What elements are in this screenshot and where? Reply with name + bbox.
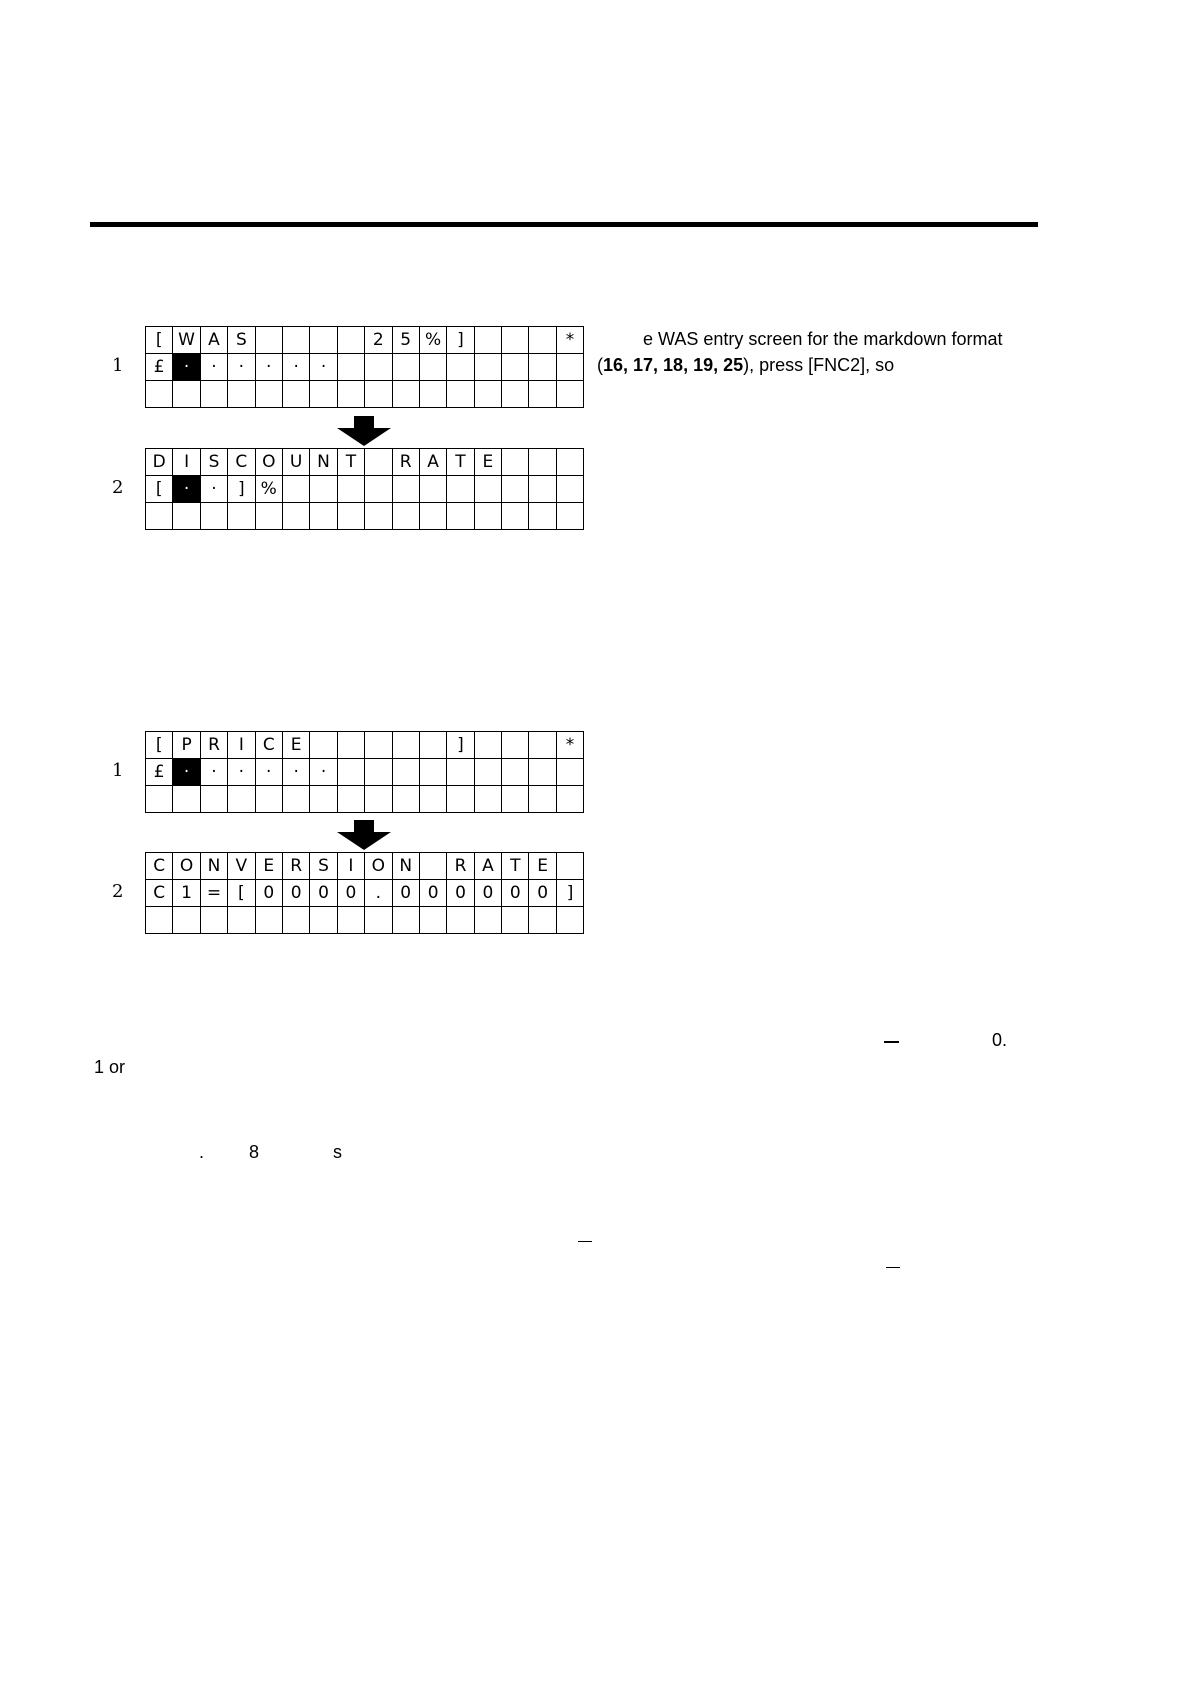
step-number: 2 xyxy=(112,881,124,902)
lcd-cell: · xyxy=(228,759,255,786)
lcd-cell xyxy=(502,786,529,813)
lcd-cell: 0 xyxy=(447,880,474,907)
lcd-cell xyxy=(201,786,228,813)
lcd-cell xyxy=(338,503,365,530)
lcd-cell xyxy=(529,449,556,476)
lcd-cell xyxy=(557,476,584,503)
lcd-cell xyxy=(338,381,365,408)
step-number: 1 xyxy=(112,760,124,781)
lcd-cell xyxy=(529,327,556,354)
lcd-cell: · xyxy=(201,354,228,381)
lcd-cell xyxy=(283,327,310,354)
lcd-cell xyxy=(365,503,392,530)
lcd-cell xyxy=(365,476,392,503)
text-fragment: . xyxy=(199,1142,205,1162)
lcd-cell xyxy=(502,476,529,503)
side-text-line-1: e WAS entry screen for the markdown format xyxy=(643,329,1003,349)
lcd-cell: 0 xyxy=(529,880,556,907)
lcd-cell xyxy=(557,449,584,476)
lcd-cell xyxy=(338,476,365,503)
lcd-cell xyxy=(146,503,173,530)
lcd-screen-was xyxy=(145,326,584,408)
lcd-cell xyxy=(475,327,502,354)
lcd-cell: · xyxy=(256,354,283,381)
lcd-cell xyxy=(420,759,447,786)
lcd-cell: % xyxy=(420,327,447,354)
step-number: 2 xyxy=(112,477,124,498)
lcd-cell: 5 xyxy=(393,327,420,354)
lcd-cell: 0 xyxy=(256,880,283,907)
lcd-cell xyxy=(173,381,200,408)
lcd-cell: C xyxy=(228,449,255,476)
lcd-cell xyxy=(393,732,420,759)
lcd-cell xyxy=(365,907,392,934)
lcd-cell: [ xyxy=(228,880,255,907)
lcd-cell xyxy=(228,907,255,934)
lcd-cell: D xyxy=(146,449,173,476)
lcd-cell: · xyxy=(228,354,255,381)
lcd-cell xyxy=(256,786,283,813)
side-text-line-2: (16, 17, 18, 19, 25), press [FNC2], so xyxy=(597,355,895,375)
lcd-cell xyxy=(310,327,337,354)
lcd-cell: C xyxy=(146,853,173,880)
lcd-screen-conversion-rate xyxy=(145,852,584,934)
text-fragment: 8 xyxy=(249,1142,260,1162)
lcd-cell xyxy=(529,503,556,530)
lcd-cell: 0 xyxy=(283,880,310,907)
lcd-screen-discount-rate xyxy=(145,448,584,530)
lcd-cell xyxy=(502,732,529,759)
lcd-cell xyxy=(447,907,474,934)
lcd-cell xyxy=(447,503,474,530)
lcd-cell xyxy=(228,503,255,530)
lcd-cell xyxy=(529,354,556,381)
lcd-cell xyxy=(146,907,173,934)
lcd-cell: N xyxy=(393,853,420,880)
lcd-cell xyxy=(529,786,556,813)
lcd-cell xyxy=(338,732,365,759)
lcd-cursor-cell: · xyxy=(173,354,200,381)
lcd-cell: 0 xyxy=(338,880,365,907)
lcd-cell: 1 xyxy=(173,880,200,907)
lcd-cell xyxy=(557,786,584,813)
lcd-cell: [ xyxy=(146,732,173,759)
lcd-cell: A xyxy=(420,449,447,476)
lcd-cell xyxy=(256,907,283,934)
dash-mark xyxy=(884,1041,899,1043)
lcd-cell xyxy=(475,503,502,530)
lcd-cell xyxy=(283,786,310,813)
lcd-cell xyxy=(365,732,392,759)
lcd-cell xyxy=(228,786,255,813)
lcd-cell xyxy=(393,354,420,381)
lcd-cell: · xyxy=(283,354,310,381)
lcd-cell xyxy=(256,327,283,354)
lcd-cell: S xyxy=(201,449,228,476)
lcd-cell xyxy=(420,354,447,381)
lcd-cell xyxy=(173,786,200,813)
lcd-cell: ] xyxy=(447,327,474,354)
lcd-cell: * xyxy=(557,327,584,354)
lcd-cell xyxy=(502,907,529,934)
lcd-screen-price xyxy=(145,731,584,813)
lcd-cell: C xyxy=(256,732,283,759)
lcd-cell: S xyxy=(228,327,255,354)
down-arrow-icon xyxy=(337,416,391,446)
lcd-cell: * xyxy=(557,732,584,759)
lcd-cell xyxy=(475,786,502,813)
lcd-cell: C xyxy=(146,880,173,907)
lcd-cell: · xyxy=(283,759,310,786)
lcd-cell xyxy=(201,503,228,530)
lcd-cell xyxy=(201,381,228,408)
lcd-cell: 0 xyxy=(420,880,447,907)
lcd-cell xyxy=(420,476,447,503)
lcd-cell: E xyxy=(529,853,556,880)
top-rule xyxy=(90,222,1038,227)
lcd-cell: R xyxy=(201,732,228,759)
lcd-cell xyxy=(529,759,556,786)
lcd-cell xyxy=(557,853,584,880)
lcd-cell xyxy=(529,476,556,503)
text-fragment: 1 or xyxy=(94,1057,126,1077)
lcd-cell xyxy=(173,503,200,530)
lcd-cell: · xyxy=(201,759,228,786)
lcd-cell xyxy=(310,476,337,503)
lcd-cell: £ xyxy=(146,354,173,381)
lcd-cell: 0 xyxy=(502,880,529,907)
lcd-cell xyxy=(475,907,502,934)
lcd-cell xyxy=(256,503,283,530)
lcd-cell: N xyxy=(201,853,228,880)
lcd-cell xyxy=(393,759,420,786)
lcd-cell: · xyxy=(310,354,337,381)
lcd-cell xyxy=(447,381,474,408)
lcd-cell xyxy=(146,381,173,408)
lcd-cell: 0 xyxy=(393,880,420,907)
lcd-cursor-cell: · xyxy=(173,476,200,503)
lcd-cell: I xyxy=(228,732,255,759)
lcd-cell: 0 xyxy=(310,880,337,907)
lcd-cell xyxy=(557,381,584,408)
lcd-cell xyxy=(338,786,365,813)
lcd-cell: ] xyxy=(228,476,255,503)
lcd-cell: · xyxy=(201,476,228,503)
lcd-cell xyxy=(529,732,556,759)
lcd-cell: R xyxy=(283,853,310,880)
lcd-cell: I xyxy=(338,853,365,880)
lcd-cell xyxy=(393,786,420,813)
lcd-cell xyxy=(283,503,310,530)
lcd-cell: U xyxy=(283,449,310,476)
lcd-cell xyxy=(365,354,392,381)
lcd-cell: R xyxy=(447,853,474,880)
lcd-cell xyxy=(502,354,529,381)
lcd-cell xyxy=(502,759,529,786)
lcd-cell: £ xyxy=(146,759,173,786)
lcd-cell: R xyxy=(393,449,420,476)
lcd-cursor-cell: · xyxy=(173,759,200,786)
lcd-cell: T xyxy=(338,449,365,476)
lcd-cell xyxy=(365,786,392,813)
lcd-cell xyxy=(447,354,474,381)
lcd-cell xyxy=(393,907,420,934)
lcd-cell: · xyxy=(256,759,283,786)
lcd-cell xyxy=(502,381,529,408)
lcd-cell xyxy=(338,327,365,354)
lcd-cell xyxy=(393,476,420,503)
lcd-cell xyxy=(475,354,502,381)
lcd-cell xyxy=(529,381,556,408)
lcd-cell xyxy=(447,476,474,503)
lcd-cell: · xyxy=(310,759,337,786)
lcd-cell xyxy=(283,476,310,503)
lcd-cell xyxy=(475,381,502,408)
lcd-cell xyxy=(447,759,474,786)
lcd-cell: A xyxy=(201,327,228,354)
lcd-cell xyxy=(420,732,447,759)
lcd-cell: E xyxy=(475,449,502,476)
lcd-cell xyxy=(557,759,584,786)
lcd-cell xyxy=(420,907,447,934)
lcd-cell xyxy=(365,759,392,786)
lcd-cell xyxy=(310,732,337,759)
text-fragment: s xyxy=(333,1142,342,1162)
lcd-cell: A xyxy=(475,853,502,880)
dash-mark xyxy=(886,1267,900,1268)
lcd-cell: S xyxy=(310,853,337,880)
lcd-cell xyxy=(365,381,392,408)
lcd-cell xyxy=(502,503,529,530)
lcd-cell: E xyxy=(283,732,310,759)
lcd-cell: P xyxy=(173,732,200,759)
lcd-cell: O xyxy=(173,853,200,880)
lcd-cell xyxy=(256,381,283,408)
lcd-cell: . xyxy=(365,880,392,907)
lcd-cell: I xyxy=(173,449,200,476)
lcd-cell xyxy=(420,853,447,880)
lcd-cell: N xyxy=(310,449,337,476)
lcd-cell xyxy=(338,907,365,934)
lcd-cell xyxy=(228,381,255,408)
lcd-cell: = xyxy=(201,880,228,907)
lcd-cell xyxy=(201,907,228,934)
down-arrow-icon xyxy=(337,820,391,850)
text-fragment: 0. xyxy=(992,1030,1008,1050)
lcd-cell: [ xyxy=(146,476,173,503)
lcd-cell: T xyxy=(502,853,529,880)
lcd-cell xyxy=(310,907,337,934)
lcd-cell xyxy=(420,503,447,530)
lcd-cell xyxy=(557,503,584,530)
lcd-cell: O xyxy=(365,853,392,880)
lcd-cell xyxy=(393,503,420,530)
lcd-cell xyxy=(447,786,474,813)
lcd-cell xyxy=(310,786,337,813)
lcd-cell: [ xyxy=(146,327,173,354)
lcd-cell: W xyxy=(173,327,200,354)
lcd-cell: T xyxy=(447,449,474,476)
lcd-cell xyxy=(557,907,584,934)
lcd-cell: 0 xyxy=(475,880,502,907)
lcd-cell: E xyxy=(256,853,283,880)
lcd-cell: ] xyxy=(447,732,474,759)
lcd-cell xyxy=(283,907,310,934)
lcd-cell xyxy=(475,732,502,759)
lcd-cell: V xyxy=(228,853,255,880)
lcd-cell xyxy=(502,449,529,476)
lcd-cell xyxy=(475,476,502,503)
lcd-cell xyxy=(420,381,447,408)
lcd-cell xyxy=(310,503,337,530)
lcd-cell xyxy=(283,381,310,408)
lcd-cell xyxy=(365,449,392,476)
step-number: 1 xyxy=(112,355,124,376)
lcd-cell xyxy=(338,354,365,381)
lcd-cell xyxy=(502,327,529,354)
lcd-cell: O xyxy=(256,449,283,476)
lcd-cell xyxy=(393,381,420,408)
lcd-cell xyxy=(420,786,447,813)
lcd-cell xyxy=(173,907,200,934)
dash-mark xyxy=(578,1241,592,1242)
lcd-cell xyxy=(338,759,365,786)
lcd-cell xyxy=(146,786,173,813)
lcd-cell xyxy=(310,381,337,408)
lcd-cell xyxy=(529,907,556,934)
lcd-cell: 2 xyxy=(365,327,392,354)
lcd-cell xyxy=(475,759,502,786)
lcd-cell: % xyxy=(256,476,283,503)
lcd-cell xyxy=(557,354,584,381)
lcd-cell: ] xyxy=(557,880,584,907)
